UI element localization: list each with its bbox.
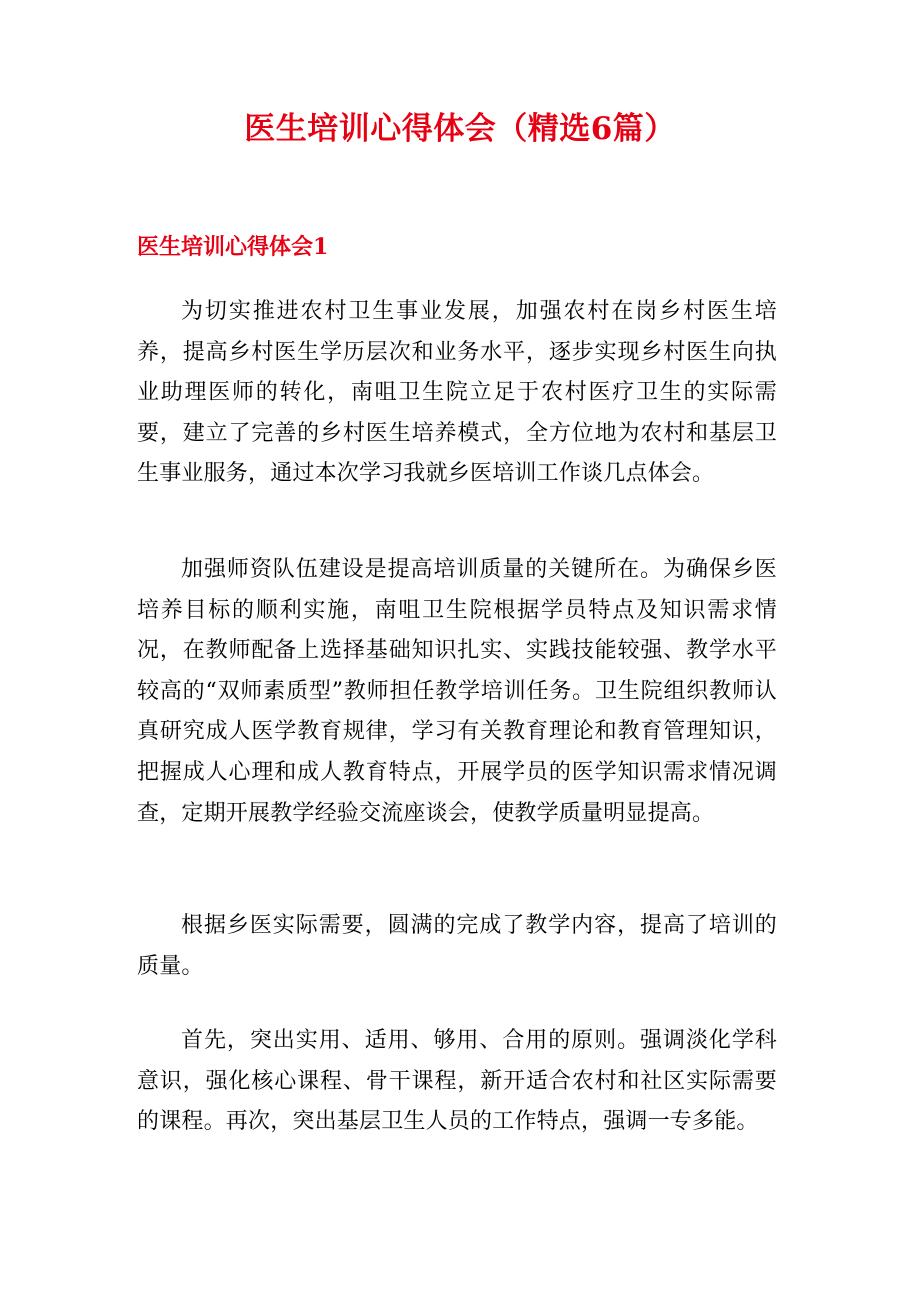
paragraph-2: 加强师资队伍建设是提高培训质量的关键所在。为确保乡医培养目标的顺利实施，南咀卫生院根据学员特点及知识需求情况，在教师配备上选择基础知识扎实、实践技能较强、教学水平较高的“双师素质型”教师担任教学培训任务。卫生院组织教师认真研究成人医学教育规律，学习有关教育理论和教育管理知识，把握成人心理和成人教育特点，开展学员的医学知识需求情况调查，定期开展教学经验交流座谈会，使教学质量明显提高。 <box>137 557 777 826</box>
paragraph-3: 根据乡医实际需要，圆满的完成了教学内容，提高了培训的质量。 <box>137 913 777 979</box>
document-title: 医生培训心得体会（精选6篇） <box>244 111 676 147</box>
section-heading: 医生培训心得体会1 <box>137 234 329 260</box>
paragraph-4: 首先，突出实用、适用、够用、合用的原则。强调淡化学科意识，强化核心课程、骨干课程，新开适合农村和社区实际需要的课程。再次，突出基层卫生人员的工作特点，强调一专多能。 <box>137 1028 777 1135</box>
paragraph-1: 为切实推进农村卫生事业发展，加强农村在岗乡村医生培养，提高乡村医生学历层次和业务水平，逐步实现乡村医生向执业助理医师的转化，南咀卫生院立足于农村医疗卫生的实际需要，建立了完善的乡村医生培养模式，全方位地为农村和基层卫生事业服务，通过本次学习我就乡医培训工作谈几点体会。 <box>137 299 777 487</box>
